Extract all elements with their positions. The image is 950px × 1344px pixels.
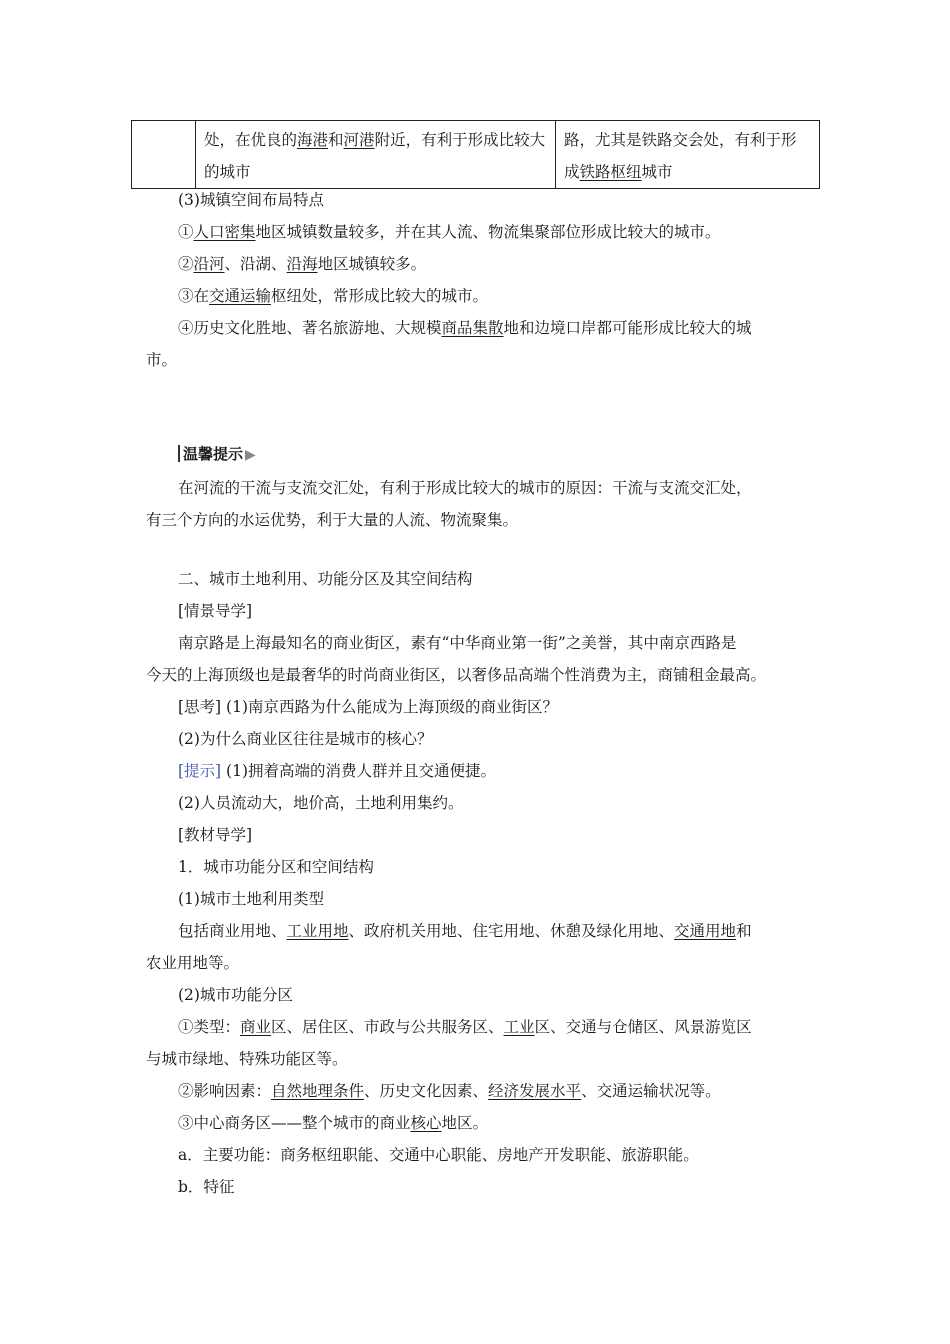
paragraph: 农业用地等。	[146, 954, 240, 972]
hint-label: [提示]	[178, 762, 222, 780]
list-item: ③中心商务区——整个城市的商业核心地区。	[178, 1114, 489, 1132]
tip-bar-icon	[178, 445, 180, 462]
section-heading-layout: (3)城镇空间布局特点	[178, 191, 324, 209]
list-item: ①人口密集地区城镇数量较多，并在其人流、物流集聚部位形成比较大的城市。	[178, 223, 721, 241]
triangle-right-icon: ▶	[245, 447, 256, 463]
list-item: ②沿河、沿湖、沿海地区城镇较多。	[178, 255, 427, 273]
hint-answer: (2)人员流动大，地价高，土地利用集约。	[178, 794, 464, 812]
list-item: b．特征	[178, 1178, 235, 1196]
hint-answer: [提示] (1)拥着高端的消费人群并且交通便捷。	[178, 762, 496, 780]
textbook-label: [教材导学]	[178, 826, 253, 844]
list-item-continuation: 与城市绿地、特殊功能区等。	[146, 1050, 348, 1068]
tip-text: 在河流的干流与支流交汇处，有利于形成比较大的城市的原因：干流与支流交汇处，	[178, 479, 752, 497]
list-item: ②影响因素：自然地理条件、历史文化因素、经济发展水平、交通运输状况等。	[178, 1082, 721, 1100]
table-cell-port-cities: 处，在优良的海港和河港附近，有利于形成比较大的城市	[196, 121, 556, 189]
section-heading: 二、城市土地利用、功能分区及其空间结构	[178, 570, 473, 588]
guide-label: [情景导学]	[178, 602, 253, 620]
subsection-heading: (2)城市功能分区	[178, 986, 293, 1004]
table-cell-rail-cities: 路，尤其是铁路交会处，有利于形成铁路枢纽城市	[556, 121, 820, 189]
table-row	[132, 121, 820, 189]
list-item: a．主要功能：商务枢纽职能、交通中心职能、房地产开发职能、旅游职能。	[178, 1146, 699, 1164]
list-item: ①类型：商业区、居住区、市政与公共服务区、工业区、交通与仓储区、风景游览区	[178, 1018, 752, 1036]
table-cell-empty	[132, 121, 196, 189]
subsection-heading: 1．城市功能分区和空间结构	[178, 858, 374, 876]
list-item: ③在交通运输枢纽处，常形成比较大的城市。	[178, 287, 489, 305]
subsection-heading: (1)城市土地利用类型	[178, 890, 324, 908]
think-label: [思考]	[178, 698, 222, 716]
think-question: [思考] (1)南京西路为什么能成为上海顶级的商业街区？	[178, 698, 558, 716]
continued-table	[131, 120, 820, 189]
paragraph: 包括商业用地、工业用地、政府机关用地、住宅用地、休憩及绿化用地、交通用地和	[178, 922, 752, 940]
list-item: ④历史文化胜地、著名旅游地、大规模商品集散地和边境口岸都可能形成比较大的城	[178, 319, 752, 337]
tip-title: 温馨提示 ▶	[178, 443, 256, 466]
tip-text: 有三个方向的水运优势，利于大量的人流、物流聚集。	[146, 511, 519, 529]
list-item-continuation: 市。	[146, 351, 178, 369]
think-question: (2)为什么商业区往往是城市的核心？	[178, 730, 433, 748]
paragraph: 南京路是上海最知名的商业街区，素有“中华商业第一街”之美誉，其中南京西路是	[178, 634, 737, 652]
paragraph: 今天的上海顶级也是最奢华的时尚商业街区，以奢侈品高端个性消费为主，商铺租金最高。	[146, 666, 767, 684]
